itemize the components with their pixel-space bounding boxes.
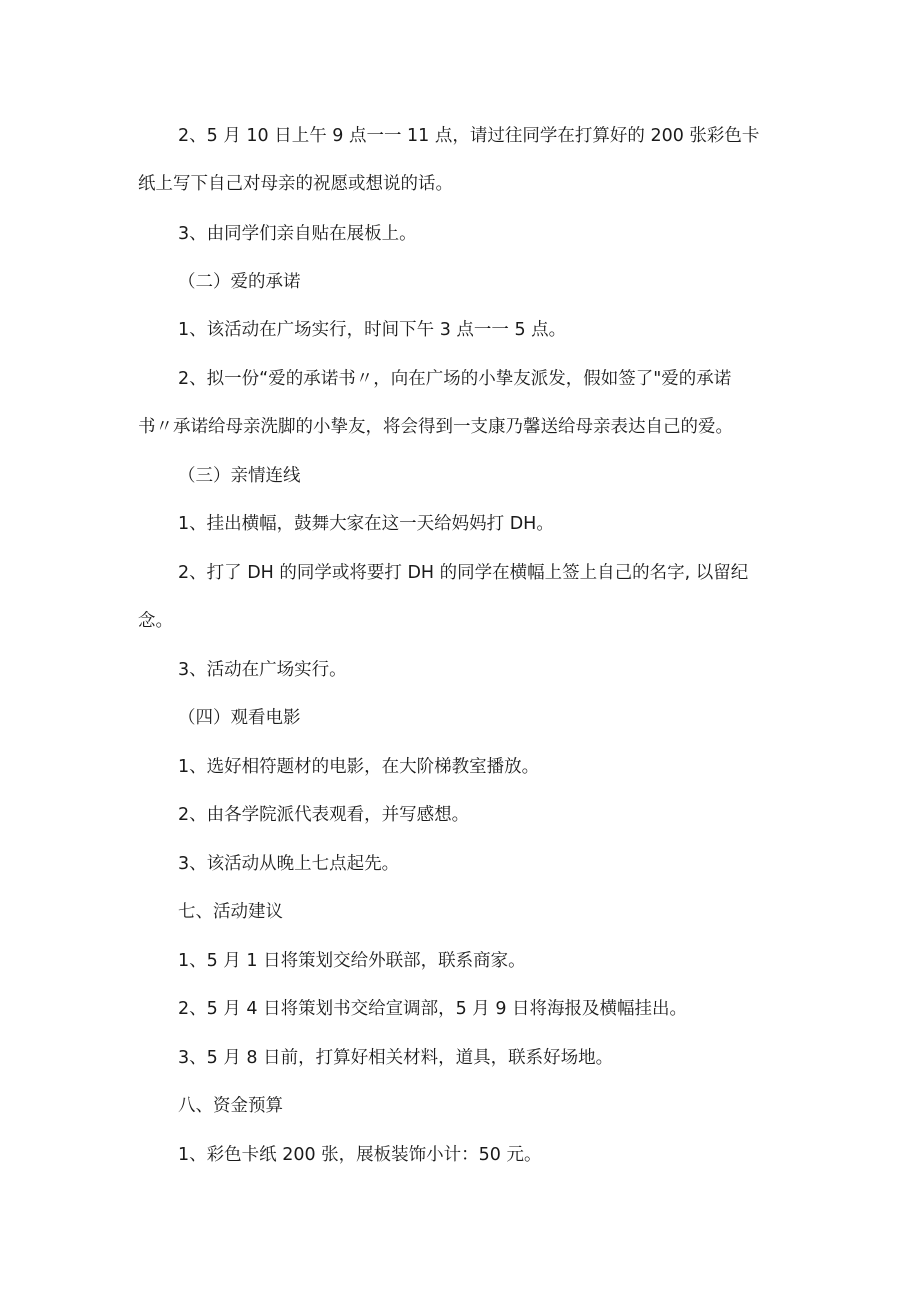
- paragraph-line: 2、5 月 10 日上午 9 点一一 11 点，请过往同学在打算好的 200 张彩色卡: [178, 126, 760, 146]
- paragraph-line: 2、拟一份“爱的承诺书〃，向在广场的小挚友派发，假如签了"爱的承诺: [178, 369, 732, 389]
- paragraph-line: 1、该活动在广场实行，时间下午 3 点一一 5 点。: [178, 320, 567, 340]
- paragraph-line: 纸上写下自己对母亲的祝愿或想说的话。: [138, 174, 453, 194]
- paragraph-line: 1、选好相符题材的电影，在大阶梯教室播放。: [178, 757, 540, 777]
- paragraph-line: 1、彩色卡纸 200 张，展板装饰小计：50 元。: [178, 1145, 542, 1165]
- section-heading: （三）亲情连线: [178, 466, 301, 486]
- section-heading: （四）观看电影: [178, 708, 301, 728]
- paragraph-line: 书〃承诺给母亲洗脚的小挚友，将会得到一支康乃馨送给母亲表达自己的爱。: [138, 417, 733, 437]
- section-heading: 八、资金预算: [178, 1096, 283, 1116]
- paragraph-line: 3、该活动从晚上七点起先。: [178, 854, 400, 874]
- paragraph-line: 1、5 月 1 日将策划交给外联部，联系商家。: [178, 951, 526, 971]
- paragraph-line: 3、由同学们亲自贴在展板上。: [178, 224, 417, 244]
- paragraph-line: 念。: [138, 611, 173, 631]
- section-heading: 七、活动建议: [178, 902, 283, 922]
- paragraph-line: 2、由各学院派代表观看，并写感想。: [178, 805, 470, 825]
- paragraph-line: 1、挂出横幅，鼓舞大家在这一天给妈妈打 DH。: [178, 514, 554, 534]
- section-heading: （二）爱的承诺: [178, 272, 301, 292]
- paragraph-line: 2、打了 DH 的同学或将要打 DH 的同学在横幅上签上自己的名字, 以留纪: [178, 563, 749, 583]
- paragraph-line: 2、5 月 4 日将策划书交给宣调部，5 月 9 日将海报及横幅挂出。: [178, 999, 688, 1019]
- paragraph-line: 3、活动在广场实行。: [178, 660, 347, 680]
- paragraph-line: 3、5 月 8 日前，打算好相关材料，道具，联系好场地。: [178, 1048, 614, 1068]
